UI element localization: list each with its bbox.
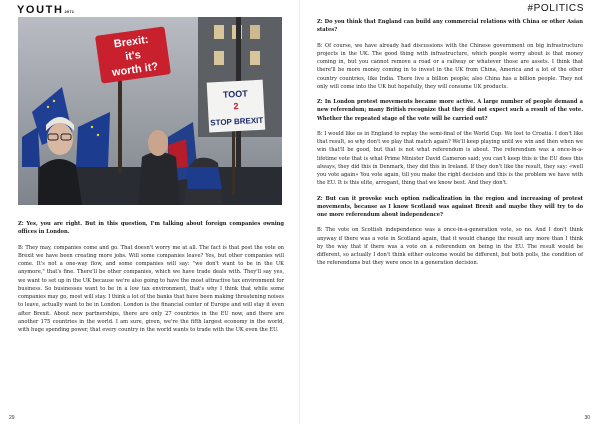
answer-4: B: The vote on Scottish independence was a once-in-a-generation vote, so no. And I don't think anyway if there was a vote in Scotland again, that it would change the result any more than I think by the way that if there was a vote on a referendum on being in the EU. The result would be different, so actually I don't think either outcome would be different, but both polls, the condition of the referendums but they were once in a generation decision.: [317, 227, 583, 267]
protest-photo-illustration: [18, 17, 282, 205]
sign-red-line1: Brexit:: [113, 33, 150, 51]
sign-white-line2: 2: [233, 100, 239, 112]
answer-2: B: Of course, we have already had discussions with the Chinese government on big infrastructure projects in the UK. The good thing with infrastructure, which people worry about is that money coming in, but you cannot remove a road or a railway or whatever those are assets. I think that there'll be more money coming in to invest in the UK from China, America and a lot of the other country countries, like India. There live a billion people; also China has a billion people. They not only will come into the UK but hopefully, they will consume UK products.: [317, 42, 583, 90]
page-number-left: 29: [9, 415, 15, 421]
question-2: Z: Do you think that England can build any commercial relations with China or other Asian states?: [317, 19, 583, 34]
question-3: Z: In London protest movements became more active. A large number of people demand a new referendum; many British recognize that they did not expect such a result of the vote. Whether the repeated stage of the vote will be carried out?: [317, 99, 583, 122]
magazine-logo-year: 2071: [64, 9, 75, 14]
magazine-logo: YOUTH2071: [17, 4, 75, 16]
protest-photo: [18, 17, 282, 205]
sign-red-line2: it's: [124, 48, 142, 64]
question-1: Z: Yes, you are right. But in this question, I'm talking about foreign companies owning offices in London.: [18, 221, 284, 236]
left-article-column: [18, 220, 284, 341]
right-article-column: [317, 18, 583, 275]
sign-red-line3: worth it?: [111, 60, 159, 80]
page-number-right: 30: [584, 415, 590, 421]
answer-3: B: I would like us in England to replay the semi-final of the World Cup. We lost to Croatia. I don't like that result, so why don't we play that match again? We'll keep playing until we win and then when we win that'll be good, but that is not what referendum is about. The referendum was a once-in-a-lifetime vote that is what Prime Minister David Cameron said; you can't keep this is the EU does this always, they did this in Denmark, they did this in Ireland. If they don't like the result, they say: «well you vote again» You vote again, till you make the right decision and this is the problem we have with the EU. It is this elite, arrogant, thing that we know best. And they don't.: [317, 130, 583, 187]
sign-white-line3: STOP BREXIT: [210, 115, 264, 128]
sign-white-line1: TOOT: [222, 88, 248, 100]
question-4: Z: But can it provoke such option radicalization in the region and increasing of protest movements, because as I know Scotland was against Brexit and maybe they will try to do one more referendum about independence?: [317, 195, 583, 218]
section-tag: #POLITICS: [527, 3, 584, 14]
right-page: [300, 0, 600, 424]
answer-1: B: They may, companies come and go. That doesn't worry me at all. The fact is that post the vote on Brexit we have been creating more jobs. Will some companies leave? Yes, but other companies will come. It's not a one-way flow, and some companies will say: "we don't want to be in the UK anymore," that's fine. There'll be other companies, which we have trade deals with. They'll say yes, we want to set up in the UK because we're also going to have the most attractive tax environment for business. So businesses want to be in a low tax environment, that's why I think that while some companies may go, most will stay. I think a lot of the banks that have been making threatening noises to leave, actually want to be in London. London is the financial center of Europe and will stay it even after Brexit. About new partnerships, there are only 27 countries in the EU now, and there are another 175 countries in the world. I am sure, given, we're the fifth largest economy in the world, with huge spending power, that every country in the world wants to trade with the UK even the EU.: [18, 244, 284, 333]
